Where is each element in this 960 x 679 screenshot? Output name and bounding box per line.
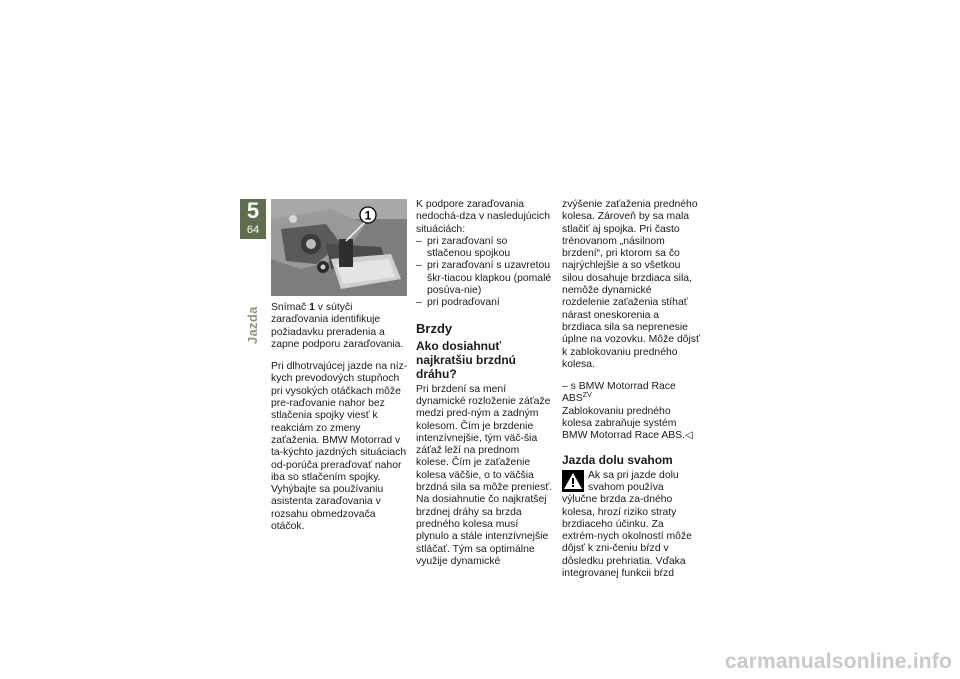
watermark: carmanualsonline.info [724,650,952,673]
shift-assistant-paragraph: Pri dlhotrvajúcej jazde na níz-kych prevodových stupňoch pri vysokých otáčkach môže pre-raďovanie nahor bez stlačenia spojky viesť k reakciám zo zmeny zaťaženia. BMW Motorrad v ta-kýchto jazdných situáciach od-porúča preraďovať nahor iba so stlačením spojky. Vyhýbajte sa používaniu asistenta zaraďovania v rozsahu obmedzovača otáčok. [271,361,408,533]
column-3 [562,199,700,590]
page-number: 64 [246,224,260,236]
warning-block [562,470,700,581]
column-1 [271,199,409,543]
list-item: – pri zaraďovaní s uzavretou škr-tiacou klapkou (pomalé posúva-nie) [416,260,552,297]
heading-shortest-stop: Ako dosiahnuť najkratšiu brzdnú dráhu? [416,338,517,381]
list-item: – pri podraďovaní [416,297,500,309]
warning-text: Ak sa pri jazde dolu svahom používa výlučne brzda za-dného kolesa, hrozí riziko straty brzdiaceho účinku. Za extrém-nych okolností môže dôjsť k zni-čeniu bŕzd v dôsledku prehriatia. Vďaka integrovanej funkcii bŕzd [562,469,692,580]
braking-paragraph-3: zvýšenie zaťaženia predného kolesa. Zároveň by sa mala stlačiť aj spojka. Pri často trénovanom „násilnom brzdení“, pri ktorom sa čo najrýchlejšie a so všetkou silou dosahuje brzdiaca sila, nemôže dynamické rozdelenie zaťaženia stíhať nárast oneskorenia a brzdiaca sila sa neprenesie úplne na vozovku. Môže dôjsť k zablokovaniu predného kolesa. [562,199,700,370]
heading-downhill: Jazda dolu svahom [562,452,673,467]
heading-brakes: Brzdy [416,320,453,336]
column-2 [416,199,554,578]
abs-paragraph: Zablokovaniu predného kolesa zabraňuje systém BMW Motorrad Race ABS.◁ [562,405,693,442]
end-mark-icon: ◁ [685,430,693,442]
figure-caption: Snímač 1 v sútyči zaraďovania identifikuje požiadavku preradenia a zapne podporu zaraďovania. [271,302,404,350]
braking-paragraph-1: Pri brzdení sa mení dynamické rozloženie záťaže medzi pred-ným a zadným kolesom. Čím je brzdenie intenzívnejšie, tým väč-šia záťaž leží na prednom kolese. Čím je zaťaženie kolesa väčšie, o to väčšia brzdná sila sa môže preniesť. [416,383,553,494]
section-side-label: Jazda [245,306,260,344]
chapter-badge [240,199,266,239]
chapter-number: 5 [246,198,260,223]
warning-triangle-icon [562,470,584,492]
callout-ref: 1 [309,302,315,313]
list-item: – pri zaraďovaní so stlačenou spojkou [416,235,511,260]
braking-paragraph-2: Na dosiahnutie čo najkratšej brzdnej dráhy sa brzda predného kolesa musí plynulo a stále intenzívnejšie stláčať. Tým sa optimálne využije dynamické [416,494,549,567]
callout-number: 1 [364,208,372,223]
abs-option-mark: ZV [582,392,592,400]
abs-condition: – s BMW Motorrad Race $ABS^{ZV}$ [562,381,676,405]
support-intro: K podpore zaraďovania nedochá-dza v nasledujúcich situáciách: [416,199,551,235]
no-support-list [416,236,554,310]
